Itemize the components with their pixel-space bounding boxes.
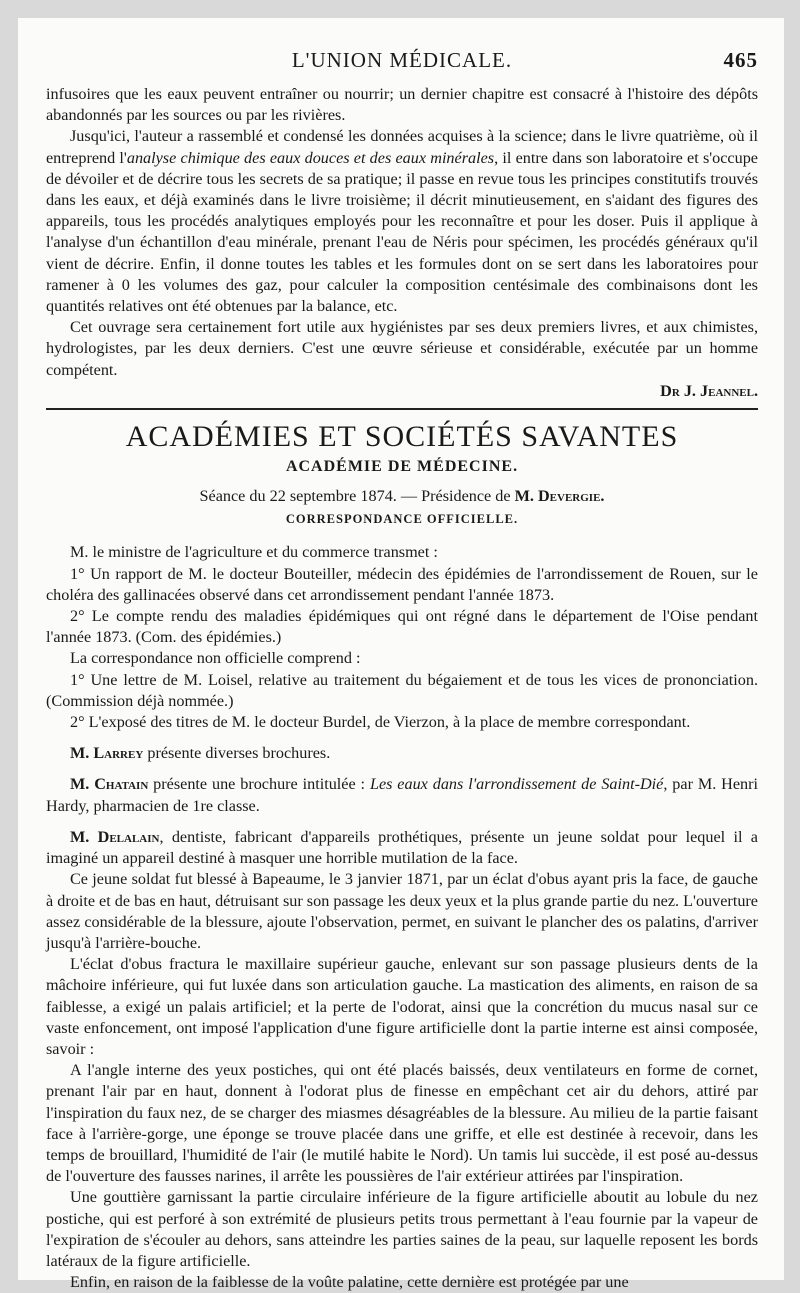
session-line bbox=[46, 486, 758, 507]
section-title: ACADÉMIES ET SOCIÉTÉS SAVANTES bbox=[125, 420, 679, 454]
page-number: 465 bbox=[723, 48, 758, 72]
report-text: présente diverses brochures. bbox=[143, 744, 331, 763]
brochure-title: Les eaux dans l'arrondissement de Saint-Dié bbox=[369, 775, 664, 794]
report-paragraph: 1° Une lettre de M. Loisel, relative au traitement du bégaiement et de tous les vices de prononciation. (Commission déjà nommée.) bbox=[46, 670, 758, 710]
signature-line bbox=[46, 381, 758, 402]
report-paragraph: L'éclat d'obus fractura le maxillaire supérieur gauche, enlevant sur son passage plusieurs dents de la mâchoire inférieure, qui fut luxée dans son articulation gauche. La mastication des aliments, en raison de sa faiblesse, a exigé un palais artificiel; et la perte de l'odorat, ainsi que la concrétion du mucus nasal sur ce vaste enfoncement, ont imposé l'application d'une figure artificielle dont la partie interne est ainsi composée, savoir : bbox=[46, 955, 758, 1058]
academy-report bbox=[46, 486, 758, 1293]
section-divider bbox=[46, 408, 758, 410]
session-date: Séance du 22 septembre 1874. — Présidence de bbox=[199, 487, 515, 506]
report-paragraph: La correspondance non officielle comprend : bbox=[70, 649, 361, 668]
report-paragraph: Ce jeune soldat fut blessé à Bapeaume, le 3 janvier 1871, par un éclat d'obus ayant pris la face, de gauche à droite et de bas en haut, détruisant sur son passage les deux yeux et la plus grande partie du nez. L'ouverture assez considérable de la blessure, ajoute l'observation, permet, en suivant le plancher des os palatins, d'arriver jusqu'à l'arrière-bouche. bbox=[46, 870, 758, 952]
report-paragraph: A l'angle interne des yeux postiches, qui ont été placés baissés, deux ventilateurs en forme de cornet, prenant l'air par en haut, donnent à l'odorat plus de finesse en empêchant cet air du dehors, attiré par l'inspiration du faux nez, de se charger des miasmes désagréables de la blessure. Au milieu de la partie faisant face à l'arrière-gorge, une éponge se trouve placée dans une griffe, et elle est destinée à recevoir, dans les temps de brouillard, l'humidité de l'air (le mutilé habite le Nord). Un tamis lui succède, il est posé au-dessus de l'ouverture des fausses narines, il arrête les poussières de l'air extérieur attirées par l'inspiration. bbox=[46, 1061, 758, 1186]
report-paragraph: 2° L'exposé des titres de M. le docteur Burdel, de Vierzon, à la place de membre correspondant. bbox=[70, 713, 691, 732]
member-name: M. Larrey bbox=[70, 744, 144, 763]
review-signature: Dr J. Jeannel. bbox=[660, 381, 758, 400]
report-paragraph: M. le ministre de l'agriculture et du commerce transmet : bbox=[70, 543, 438, 562]
report-paragraph: Une gouttière garnissant la partie circulaire inférieure de la figure artificielle aboutit au lobule du nez postiche, qui est perforé à son extrémité de plusieurs petits trous permettant à l'eau fournie par la vapeur de l'expiration de s'écouler au dehors, sans atteindre les parties saines de la peau, sur laquelle reposent les bords latéraux de la figure artificielle. bbox=[46, 1188, 758, 1270]
report-paragraph bbox=[46, 743, 758, 764]
academy-heading: ACADÉMIE DE MÉDECINE. bbox=[285, 458, 519, 476]
review-book-title: analyse chimique des eaux douces et des eaux minérales bbox=[126, 148, 495, 167]
report-text: présente une brochure intitulée : bbox=[148, 775, 370, 794]
review-paragraph: Cet ouvrage sera certainement fort utile aux hygiénistes par ses deux premiers livres, et aux chimistes, hydrologistes, par les deux derniers. C'est une œuvre sérieuse et considérable, exécutée par un homme compétent. bbox=[46, 318, 758, 379]
report-paragraph bbox=[46, 774, 758, 816]
running-header bbox=[46, 44, 758, 84]
report-text: , par M. Henri Hardy, pharmacien de 1re classe. bbox=[46, 775, 759, 815]
review-paragraph bbox=[46, 126, 758, 317]
member-name: M. Delalain bbox=[70, 827, 160, 846]
session-president: M. Devergie. bbox=[514, 487, 605, 506]
book-review bbox=[46, 84, 758, 402]
report-text: , dentiste, fabricant d'appareils prothétiques, présente un jeune soldat pour lequel il a imaginé un appareil destiné à masquer une horrible mutilation de la face. bbox=[46, 827, 758, 868]
review-text: , il entre dans son laboratoire et s'occupe de dévoiler et de décrire tous les secrets de sa pratique; il passe en revue tous les principes constitutifs trouvés dans les eaux, et déjà examinés dans le livre troisième; il décrit minutieusement, en s'aidant des figures des appareils, tous les procédés analytiques employés pour les reconnaître et pour les doser. Puis il applique à l'analyse d'un échantillon d'eau minérale, prenant l'eau de Néris pour spécimen, les procédés généraux qu'il vient de décrire. Enfin, il donne toutes les tables et les formules dont on se sert dans les laboratoires pour ramener à 0 les volumes des gaz, pour calculer la composition centésimale des combinaisons dont les quantités relatives ont été obtenues par la balance, etc. bbox=[46, 148, 758, 316]
member-name: M. Chatain bbox=[70, 775, 149, 794]
report-paragraph: Enfin, en raison de la faiblesse de la voûte palatine, cette dernière est protégée par une bbox=[70, 1273, 629, 1292]
report-paragraph: 2° Le compte rendu des maladies épidémiques qui ont régné dans le département de l'Oise pendant l'année 1873. (Com. des épidémies.) bbox=[46, 607, 758, 647]
report-paragraph: 1° Un rapport de M. le docteur Bouteiller, médecin des épidémies de l'arrondissement de Rouen, sur le choléra des gallinacées observé dans cet arrondissement pendant l'année 1873. bbox=[46, 564, 758, 604]
running-title: L'UNION MÉDICALE. bbox=[291, 48, 513, 72]
review-paragraph: infusoires que les eaux peuvent entraîner ou nourrir; un dernier chapitre est consacré à l'histoire des dépôts abandonnés par les sources ou par les rivières. bbox=[46, 85, 758, 125]
report-paragraph bbox=[46, 827, 758, 869]
correspondence-heading: CORRESPONDANCE OFFICIELLE. bbox=[285, 512, 519, 527]
document-page bbox=[18, 18, 784, 1292]
review-text: Jusqu'ici, l'auteur a rassemblé et condensé les données acquises à la science; dans le livre quatrième, où il entreprend l' bbox=[46, 127, 758, 167]
